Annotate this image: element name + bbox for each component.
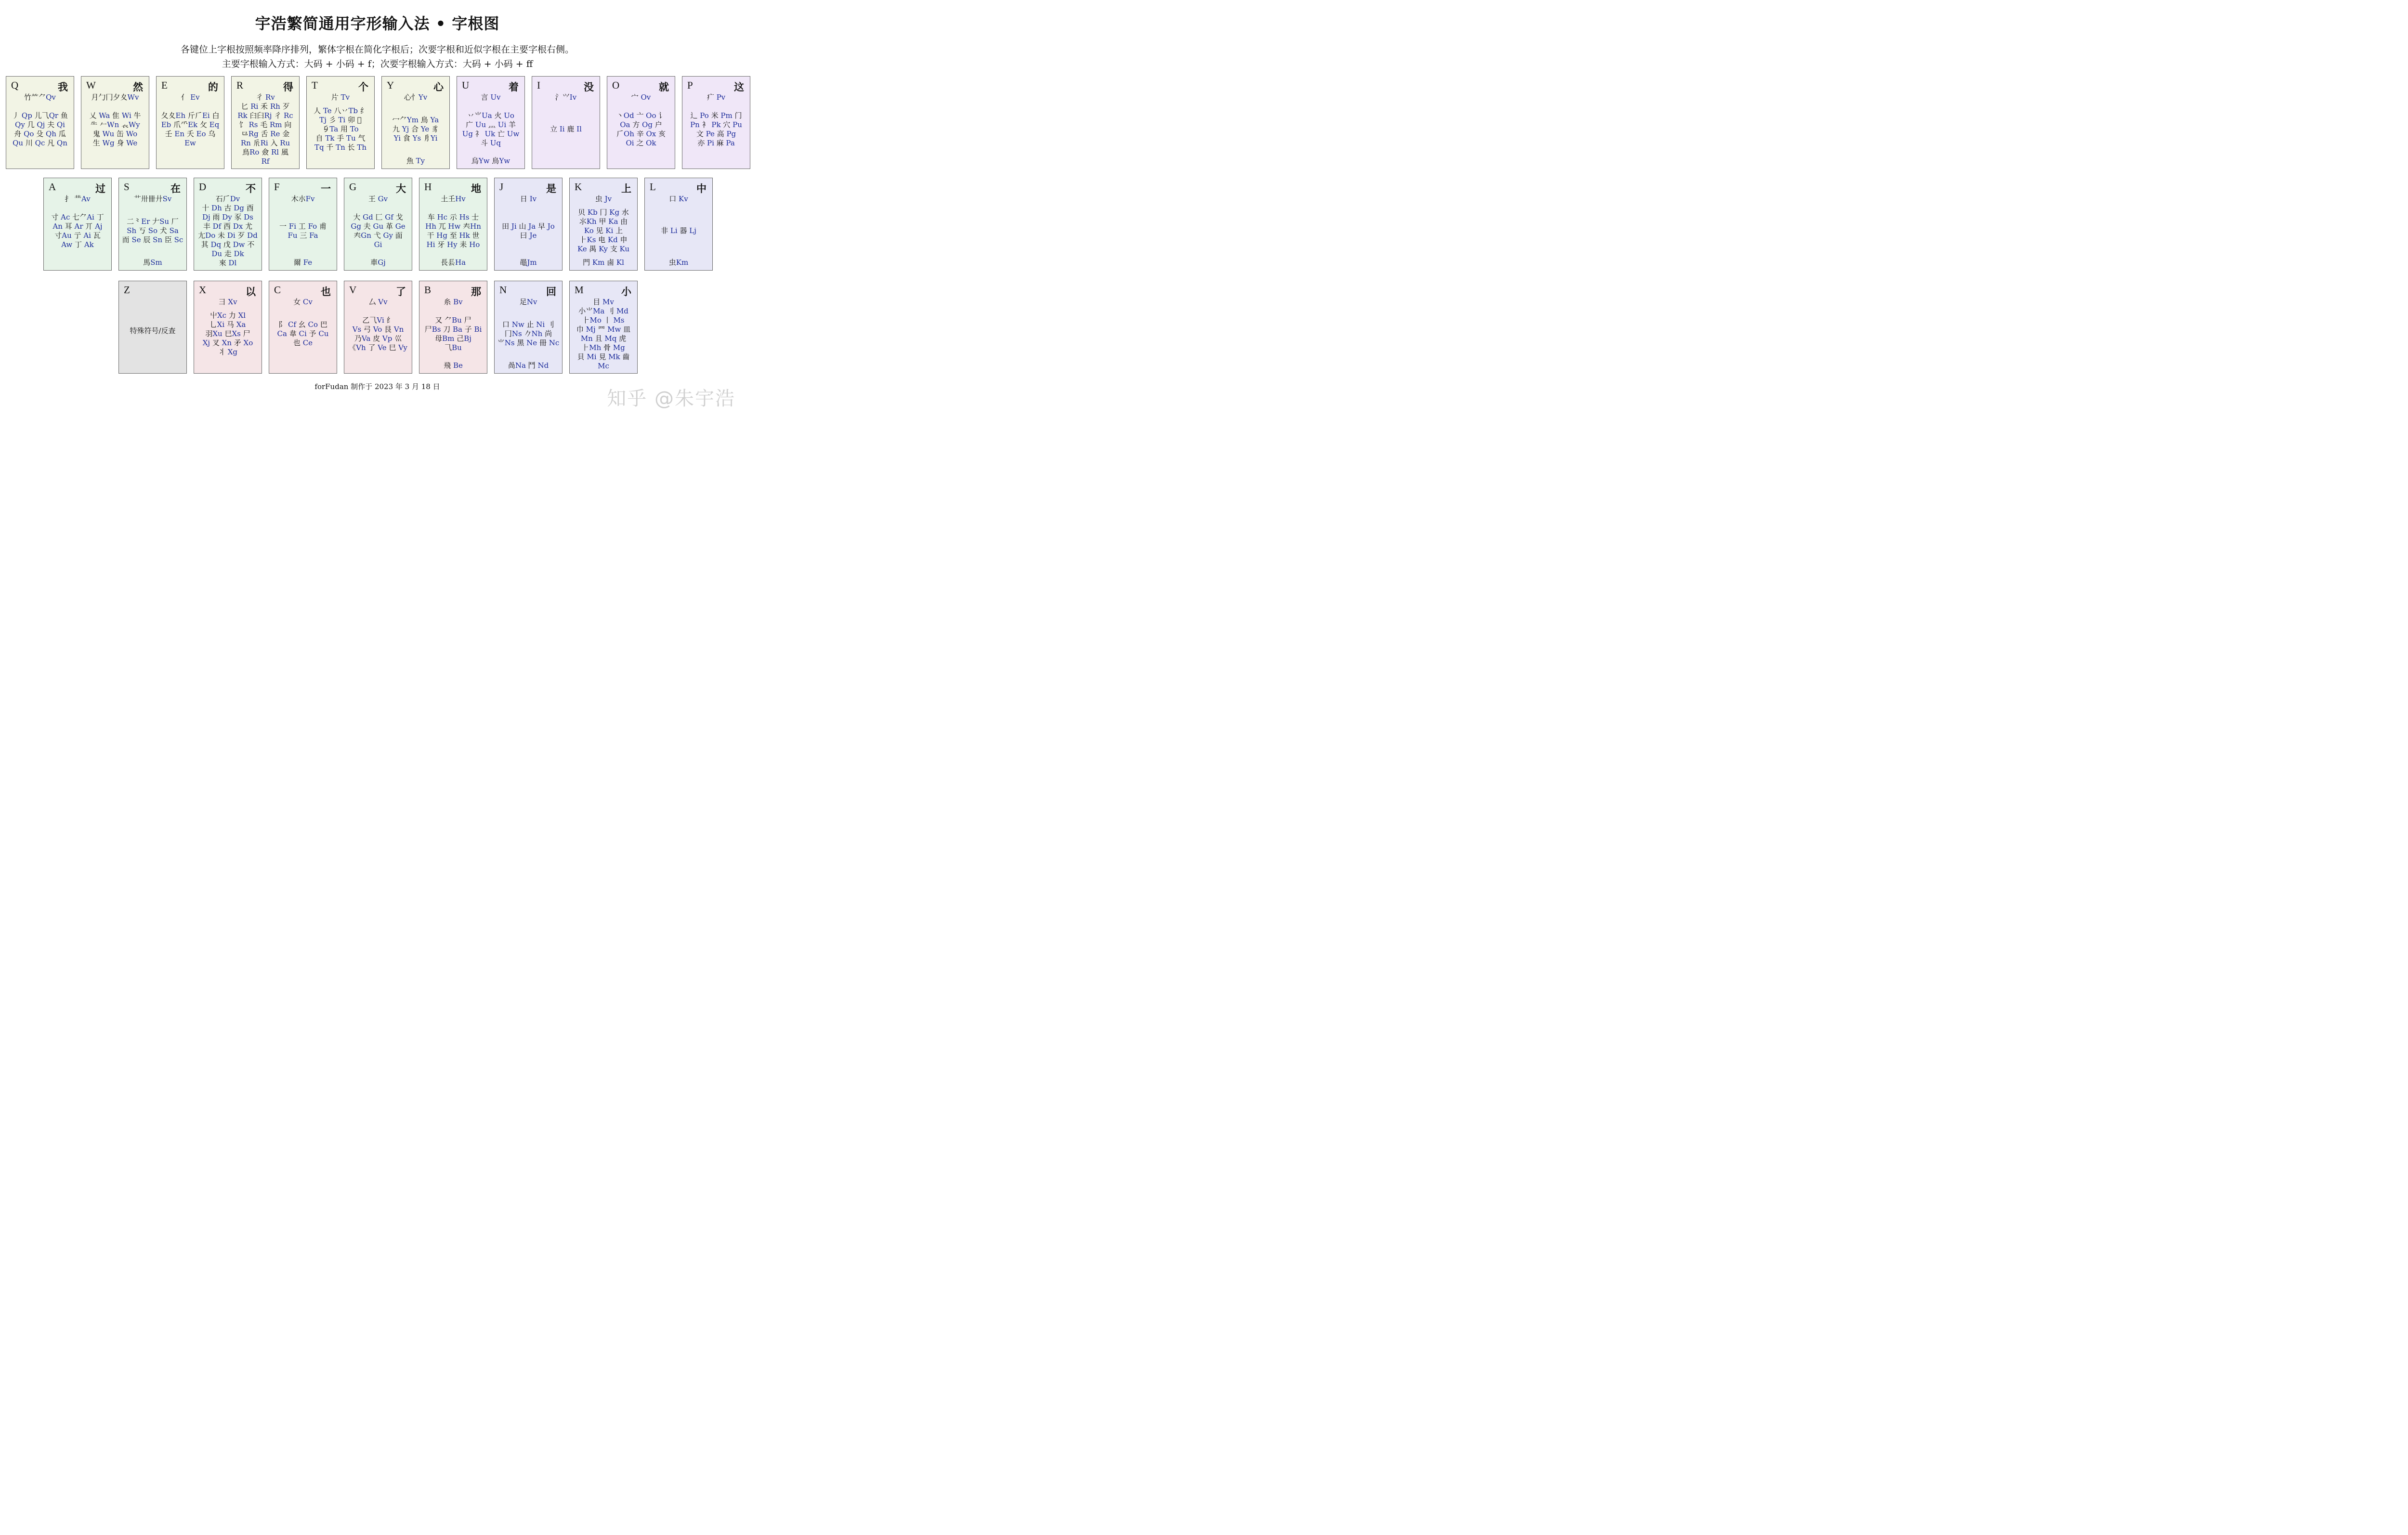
traditional-root: 虫Km [668,258,689,267]
watermark: 知乎 @朱宇浩 [607,388,735,410]
root-line: Vs 弓 Vo 艮 Vn [352,325,404,334]
traditional-root [77,258,79,267]
root-line: 一 Fi 工 Fo 甫 [279,221,327,231]
key-p [682,76,750,169]
root-list [393,116,439,143]
key-shortcut-char: 这 [734,81,744,93]
root-line: 壬 En 夭 Eo 乌 [165,129,216,138]
main-root: 木朩Fv [291,195,315,203]
root-line: 其 Dq 戊 Dw 不 [201,240,255,249]
root-line: 冂Ns 𠂊Nh 尚 [504,329,552,338]
key-y [381,76,450,169]
traditional-root: 烏Yw 鳥Yw [471,156,510,165]
key-letter: G [349,181,357,193]
key-letter: X [199,284,207,296]
key-note: 特殊符号/反查 [130,326,176,335]
root-line: ⺋Rg 舌 Re 金 [241,130,290,138]
key-shortcut-char: 地 [471,182,481,195]
page-title: 宇浩繁简通用字形输入法 • 字根图 [255,14,500,33]
root-line: 大 Gd 匚 Gf 戈 [353,212,403,221]
key-m [569,281,638,374]
traditional-root: 爾 Fe [293,258,313,267]
traditional-root: 飛 Be [444,361,463,370]
key-letter: S [124,181,130,193]
key-letter: O [612,79,620,91]
root-line: ⺧ 𠂉Wn 𧘇Wy [90,120,140,129]
root-line: Qy 几 Qj 夫 Qi [15,120,65,129]
root-line: 丬 Xg [218,348,238,356]
main-root: 口 Kv [669,195,688,203]
key-shortcut-char: 也 [321,286,331,298]
root-line: Ke 禺 Ky 支 Ku [577,245,630,253]
traditional-root: 門 Km 鹵 Kl [583,258,624,267]
root-line: 饣 Rs 毛 Rm 向 [239,120,292,129]
key-shortcut-char: 上 [621,182,631,195]
root-line: 车 Hc 示 Hs 士 [427,212,479,221]
root-line: 寸Au 亍 Ai 瓦 [54,231,101,240]
main-root: 厶 Vv [368,298,388,306]
root-line: 十 Dh 古 Dg 酉 [202,204,254,212]
key-letter: K [575,181,582,193]
key-r [231,76,300,169]
main-root: 目 Mv [593,298,614,306]
root-line: Aw 丁 Ak [61,240,94,249]
root-line: 自 Tk 手 Tu 气 [315,134,366,143]
key-d [194,178,262,271]
root-line: An 耳 Ar 丌 Aj [52,221,103,231]
root-line: 貝 Mi 見 Mk 齒 [577,352,630,361]
root-line: 田 Ji 山 Ja 早 Jo [502,221,555,231]
root-line: Hh 兀 Hw 𡗗Hn [425,221,481,231]
root-line: 亦 Pi 麻 Pa [697,138,735,147]
root-line: Du 走 Dk [211,249,244,258]
root-list [314,106,367,152]
key-letter: U [462,79,470,91]
key-letter: I [537,79,540,91]
root-line: Ko 见 Ki 上 [584,226,623,235]
root-line: Oa 方 Og 户 [620,120,662,129]
root-line: 贝 Kb 冂 Kg 水 [578,208,629,217]
key-letter: P [687,79,693,91]
root-line: 尢Do 未 Di 歹 Dd [198,231,258,240]
root-line: 鬼 Wu 缶 Wo [92,129,138,138]
root-line: 也 Ce [293,338,313,347]
root-line: Gi [374,240,382,249]
root-line: 夂夊Eh 斤𠂆Ei 白 [161,111,220,120]
root-line: Pn 衤 Pk 穴 Pu [690,120,742,129]
key-letter: H [424,181,432,193]
root-list [349,316,407,352]
root-list [161,111,220,148]
key-t [306,76,375,169]
key-shortcut-char: 心 [433,81,444,93]
root-line: ⺊Ks 电 Kd 申 [579,235,628,244]
main-root: 宀 Ov [631,93,651,102]
root-line: Yi 食 Ys 㐆Yi [393,134,438,143]
root-line: ⺢Kh 甲 Ka 由 [579,217,628,226]
key-shortcut-char: 回 [546,286,556,298]
root-list [661,226,696,235]
root-line: 人 Te 八丷Tb 纟 [314,106,367,115]
root-line: 二⺀Er 𠂇Su 厂 [127,217,179,226]
root-line: 乃Va 皮 Vp 巛 [354,334,402,343]
root-line: 辶 Po 米 Pm 门 [690,111,742,120]
key-letter: V [349,284,357,296]
key-shortcut-char: 以 [246,286,256,298]
root-line: Oi 之 Ok [626,138,656,147]
root-line: Hi 牙 Hy 耒 Ho [426,240,480,249]
root-list [577,208,629,254]
root-list [279,222,327,240]
main-root: 女 Cv [293,298,313,306]
main-root: 日 Iv [520,195,537,203]
traditional-root: 來 Dl [219,259,237,267]
key-h [419,178,487,271]
main-root: 扌 龷Av [65,195,91,203]
main-root: 月勹冂夕夊Wv [91,93,139,102]
root-line: Gg 夫 Gu 革 Ge [351,221,406,231]
main-root: 王 Gv [368,195,388,203]
main-root: 艹卅卌廾Sv [133,195,172,203]
main-root: 亻 Ev [181,93,200,102]
key-letter: D [199,181,207,193]
main-root: 竹⺮⺈Qv [24,93,56,102]
root-list [198,204,258,259]
key-letter: J [499,181,504,193]
root-list [12,111,68,148]
key-letter: F [274,181,280,193]
root-line: 丷⺌Ua 火 Uo [467,111,514,120]
key-shortcut-char: 没 [584,81,594,93]
root-line: 丰 Df 西 Dx 尤 [203,222,253,231]
key-shortcut-char: 中 [696,182,707,195]
root-list [277,320,329,348]
root-list [497,320,559,348]
root-line: 《Vh 了 Ve 巳 Vy [349,343,407,352]
root-list [425,316,482,352]
root-line: 小⺌Ma 刂 Md [578,307,628,315]
main-root: 氵⺍Iv [555,93,577,102]
key-letter: W [86,79,96,91]
main-root: 心忄Yv [404,93,428,102]
key-letter: C [274,284,281,296]
subtitle-input-method: 主要字根输入方式：大码 + 小码 + f；次要字根输入方式：大码 + 小码 + ff [222,59,533,69]
root-line: 乂 Wa 隹 Wi 牛 [89,111,141,120]
root-line: 曰 Je [520,231,537,240]
key-f [269,178,337,271]
root-line: 口 Nw 止 Ni 刂 [502,320,554,329]
key-shortcut-char: 是 [546,182,556,195]
main-root: 糸 Bv [444,298,463,306]
key-v [344,281,412,374]
key-letter: T [312,79,318,91]
traditional-root [227,361,229,370]
root-line: 广 Uu 灬 Ui 羊 [466,120,516,129]
key-shortcut-char: 得 [283,81,293,93]
root-line: 匕 Ri 禾 Rh 歹 [241,102,290,111]
root-line: 又 ⺈Bu 尸 [435,315,471,325]
root-line: 九 Yj 合 Ye 豸 [392,125,439,133]
main-root: 土𡈼Hv [441,195,466,203]
key-letter: M [575,284,584,296]
key-letter: E [161,79,168,91]
root-line: 𠂆Oh 辛 Ox 亥 [616,129,666,138]
root-list [690,111,742,148]
traditional-root: 魚 Ty [406,156,425,165]
key-i [532,76,600,169]
key-b [419,281,487,374]
root-line: 乙⺄Vi 纟 [362,315,394,325]
key-z [118,281,187,374]
key-shortcut-char: 就 [659,81,669,93]
root-line: Qu 川 Qc 凡 Qn [13,138,67,147]
root-line: ⺌Ns 黑 Ne 冊 Nc [497,338,560,347]
key-a [43,178,112,271]
key-shortcut-char: 小 [621,286,631,298]
root-line: ⺊Mh 骨 Mg [582,343,625,352]
root-list [237,102,293,166]
root-list [51,213,104,249]
root-list [425,213,481,249]
key-w [81,76,149,169]
root-list [122,217,183,245]
key-g [344,178,412,271]
key-c [269,281,337,374]
traditional-root [377,361,380,370]
root-line: Mc [598,362,609,370]
root-line: 冖⺈Ym 鳥 Ya [392,116,439,124]
main-root: 彳 Rv [256,93,275,102]
root-list [351,213,405,249]
root-line: Rk 臼⺽Rj 彳 Rc [237,111,293,120]
root-line: 立 Ii 鹿 Il [550,125,582,133]
key-shortcut-char: 不 [246,182,256,195]
key-letter: Z [124,284,130,296]
root-line: Fu 三 Fa [288,231,318,240]
root-list [576,307,630,371]
traditional-root [114,156,117,166]
key-letter: Y [387,79,394,91]
root-line: Mn 且 Mq 虎 [580,334,627,343]
root-line: Ew [184,138,196,147]
root-line: 丶Od 亠 Oo 讠 [616,111,666,120]
root-line: 斗 Uq [480,138,501,147]
key-shortcut-char: 一 [321,182,331,195]
key-shortcut-char: 个 [358,81,368,93]
root-line: 尸Bs 刀 Ba 子 Bi [424,325,482,334]
key-x [194,281,262,374]
root-line: Eb 爪⺥Ek 攵 Eq [161,120,220,129]
root-line: Sh 丂 So 犬 Sa [127,226,179,235]
traditional-root [39,156,41,166]
traditional-root [640,156,642,166]
key-letter: L [650,181,656,193]
key-q [6,76,74,169]
traditional-root [565,156,567,166]
root-line: 母Bm 己Bj [435,334,471,343]
key-e [156,76,224,169]
subtitle-ordering: 各键位上字根按照频率降序排列，繁体字根在简化字根后；次要字根和近似字根在主要字根右侧。 [180,44,574,55]
key-shortcut-char: 过 [95,182,105,195]
root-line: Tq 千 Tn 长 Th [314,143,367,152]
traditional-root: 車Gj [370,258,386,267]
root-line: 文 Pe 高 Pg [696,129,736,138]
root-line: 舟 Qo 殳 Qh 瓜 [14,129,66,138]
main-root: 片 Tv [331,93,350,102]
root-line: Xj 叉 Xn 矛 Xo [202,338,253,347]
root-line: 干 Hg 至 Hk 世 [427,231,480,240]
key-letter: A [49,181,56,193]
root-line: Tj 彡 Ti 卯 𠂋 [319,116,362,124]
traditional-root [264,166,267,175]
root-line: 生 Wg 身 We [92,138,138,147]
traditional-root [715,156,718,166]
root-line: 而 Se 辰 Sn 臣 Sc [122,235,183,244]
key-letter: Q [11,79,19,91]
root-line: 羽Xu 巳Xs 尸 [205,329,250,338]
main-root: 虫 Jv [595,195,612,203]
key-shortcut-char: 然 [133,81,143,93]
traditional-root [302,361,304,370]
main-root: 彐 Xv [218,298,237,306]
root-line: 阝 Cf 幺 Co 巴 [278,320,327,329]
key-letter: N [499,284,507,296]
root-line: 巾 Mj 罒 Mw 皿 [576,325,631,334]
root-list [203,311,253,357]
root-list [550,125,582,134]
root-list [89,111,141,148]
key-shortcut-char: 那 [471,286,481,298]
traditional-root: 咼Na 鬥 Nd [508,361,549,370]
root-list [616,111,666,148]
key-j [494,178,563,271]
root-line: 屮Xc 力 Xl [209,311,246,320]
main-root: 足Nv [519,298,537,306]
key-o [607,76,675,169]
key-u [457,76,525,169]
traditional-root: 馬Sm [143,258,162,267]
traditional-root: 黽Jm [520,258,537,267]
traditional-root: 長镸Ha [440,258,466,267]
key-letter: B [424,284,432,296]
traditional-root [189,156,192,166]
root-list [502,222,555,240]
root-line: Ug 礻 Uk 亡 Uw [462,129,520,138]
key-shortcut-char: 了 [396,286,406,298]
root-line: 鳥Ro 僉 Rl 風 [242,148,288,156]
root-line: 丿 Qp 儿⺄Qr 鱼 [12,111,68,120]
root-line: Dj 雨 Dy 豕 Ds [202,213,253,221]
key-l [644,178,713,271]
key-letter: R [236,79,244,91]
root-line: Rn 𠂢Ri 入 Ru [240,139,290,147]
root-line: 乚Xi 马 Xa [209,320,246,329]
key-k [569,178,638,271]
traditional-root [602,371,605,380]
key-n [494,281,563,374]
traditional-root [340,156,342,166]
root-line: 𡗗Gn 弋 Gy 面 [353,231,403,240]
root-line: 非 Li 器 Lj [661,226,696,235]
key-shortcut-char: 着 [509,81,519,93]
key-shortcut-char: 我 [58,81,68,93]
main-root: 石𠂆Dv [215,195,240,203]
root-line: Rf [261,157,270,166]
key-shortcut-char: 的 [208,81,218,93]
footer-credit: forFudan 制作于 2023 年 3 月 18 日 [314,382,440,391]
key-shortcut-char: 在 [170,182,181,195]
key-s [118,178,187,271]
root-list [462,111,520,148]
main-root: 疒 Pv [707,93,726,102]
root-line: Ca 韋 Ci 予 Cu [277,329,329,338]
key-shortcut-char: 大 [396,182,406,195]
root-line: 𠂎Ta 用 To [322,125,359,133]
root-line: 寸 Ac 七⺈Ai 丁 [51,212,104,221]
root-line: ⺊Mo 丨 Ms [582,316,625,325]
root-line: ⺄Bu [445,343,462,352]
main-root: 言 Uv [481,93,501,102]
